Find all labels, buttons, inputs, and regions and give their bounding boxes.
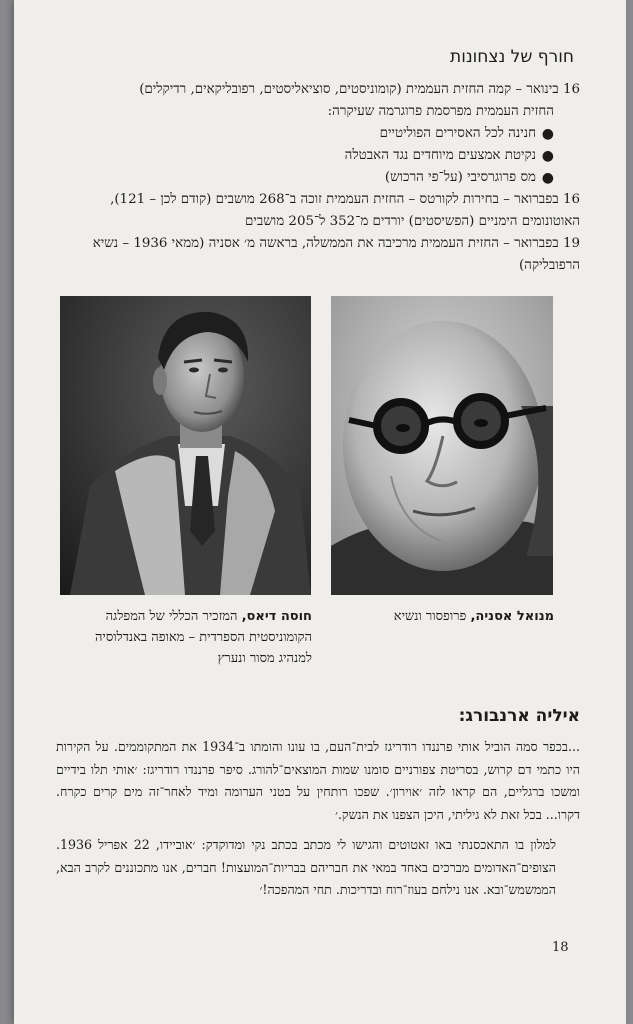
photo-jose-diaz: [60, 296, 311, 595]
caption-manuel-azana: [332, 606, 554, 627]
timeline-entry-feb16: 16 בפברואר – בחירות לקורטס – החזית העממית זוכה ב־268 מושבים (קודם לכן – 121), האוטונומים הימניים (הפשיסטים) יורדים מ־352 ל־205 מושבים: [110, 192, 580, 229]
list-item: ● מס פרוגרסיבי (על־פי הרכוש): [60, 167, 554, 189]
list-item: ● נקיטת אמצעים מיוחדים נגד האבטלה: [60, 145, 554, 167]
testimony-paragraph: למלון בו התאכסנתי באו זאטוטים והגישו לי מכתב בכתב נקי ומדוקדק: ׳אוביידו, 22 אפריל 1936. הצופים־האדומים מברכים באחד במאי את חבריהם בבריות־המועצות! חברים, אנו מתכוננים לקרב הבא, הממשמש־ובא. אנו נילחם בעוז־רוח ובדריכות. תחי המהפכה!׳: [56, 837, 556, 897]
caption-name: מנואל אסניה,: [470, 609, 554, 624]
caption-jose-diaz: [60, 606, 312, 669]
program-list: [60, 123, 580, 189]
bullet-icon: ●: [541, 148, 554, 164]
page-number: 18: [552, 940, 569, 955]
timeline-entry-jan16: 16 בינואר – קמה החזית העממית (קומוניסטים, סוציאליסטים, רפובליקאים, רדיקלים): [139, 82, 580, 97]
caption-name: חוסה דיאס,: [241, 609, 312, 624]
timeline: [60, 79, 580, 277]
bullet-icon: ●: [541, 170, 554, 186]
caption-description: פרופסור ונשיא: [393, 609, 467, 624]
program-intro: החזית העממית מפרסמת פרוגרמה שעיקרה:: [327, 104, 554, 119]
timeline-entry-feb19: 19 בפברואר – החזית העממית מרכיבה את הממשלה, בראשה מ׳ אסניה (ממאי 1936 – נשיא הרפובליקה): [92, 236, 580, 273]
testimony-author: איליה ארנבורג:: [458, 706, 580, 726]
caption-description: המזכיר הכללי של המפלגה הקומוניסטית הספרדית – מאופה באנדלוסיה למנהיג מסור ונערץ: [94, 609, 312, 666]
list-item: ● חנינה לכל האסירים הפוליטיים: [60, 123, 554, 145]
testimony-text: [56, 736, 580, 910]
testimony-paragraph: ...בכפר סמה הוביל אותי פרננדו רודריגז לבית־העם, בו עונו והומתו ב־1934 את המתקוממים. על הקירות היו כתמי דם קרוש, בסריטת צפורניים סומנו שמות המוצאים־להורג. סיפר פרננדו רודריגז: ׳אותי תלו בידיים ומשכו ברגליים, הם קראו לזה ׳אוירון׳. שפכו רותחין על בטני הערומה ומיד לאחר־זה מים קרים כקרח. דקרו... בכל זאת לא גיליתי, היכן הצפנו את הנשק.׳: [56, 739, 580, 822]
bullet-icon: ●: [541, 126, 554, 142]
photo-manuel-azana: [331, 296, 553, 595]
book-page: [14, 0, 626, 1024]
section-title: חורף של נצחונות: [450, 47, 574, 67]
